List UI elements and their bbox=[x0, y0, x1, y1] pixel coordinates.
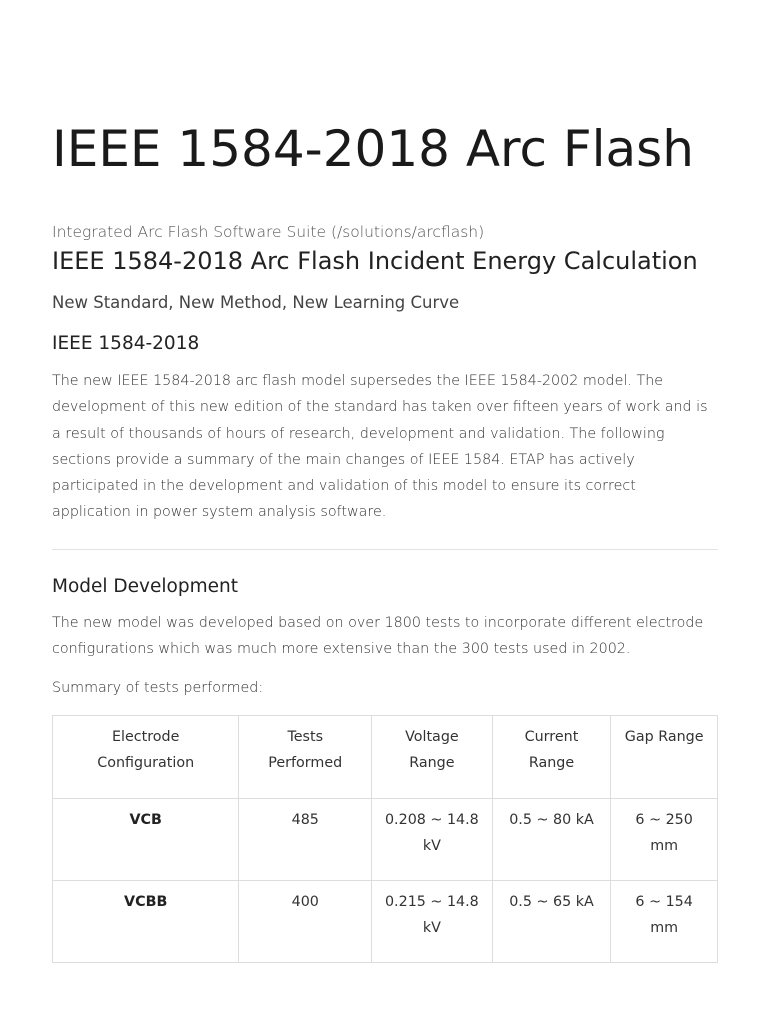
column-header-electrode: Electrode Configuration bbox=[53, 716, 239, 799]
article-subtitle: New Standard, New Method, New Learning Curve bbox=[52, 293, 460, 312]
section-divider bbox=[52, 549, 718, 550]
section-paragraph-ieee: The new IEEE 1584-2018 arc flash model supersedes the IEEE 1584-2002 model. The development of this new edition of the standard has taken over fifteen years of work and is a result of thousands of hours of research, development and validation. The following sections provide a summary of the main changes of IEEE 1584. ETAP has actively participated in the development and validation of this model to ensure its correct application in power system analysis software. bbox=[52, 373, 708, 521]
cell-current: 0.5 ~ 65 kA bbox=[492, 881, 611, 963]
cell-voltage: 0.208 ~ 14.8 kV bbox=[372, 799, 493, 881]
arcflash-suite-link[interactable]: Integrated Arc Flash Software Suite (/solutions/arcflash) bbox=[52, 223, 485, 241]
cell-electrode: VCBB bbox=[53, 881, 239, 963]
section-heading-ieee: IEEE 1584-2018 bbox=[52, 333, 200, 354]
article-heading: IEEE 1584-2018 Arc Flash Incident Energy Calculation bbox=[52, 247, 698, 275]
cell-electrode: VCB bbox=[53, 799, 239, 881]
column-header-current: Current Range bbox=[492, 716, 611, 799]
section-heading-model: Model Development bbox=[52, 575, 238, 597]
table-row bbox=[53, 881, 718, 963]
table-header-row bbox=[53, 716, 718, 799]
column-header-voltage: Voltage Range bbox=[372, 716, 493, 799]
summary-label: Summary of tests performed: bbox=[52, 680, 264, 697]
cell-voltage: 0.215 ~ 14.8 kV bbox=[372, 881, 493, 963]
table-row bbox=[53, 799, 718, 881]
cell-tests: 400 bbox=[239, 881, 372, 963]
tests-table bbox=[52, 715, 718, 963]
column-header-gap: Gap Range bbox=[611, 716, 718, 799]
cell-gap: 6 ~ 154 mm bbox=[611, 881, 718, 963]
cell-tests: 485 bbox=[239, 799, 372, 881]
cell-current: 0.5 ~ 80 kA bbox=[492, 799, 611, 881]
page-title: IEEE 1584-2018 Arc Flash bbox=[52, 120, 694, 178]
cell-gap: 6 ~ 250 mm bbox=[611, 799, 718, 881]
column-header-tests: Tests Performed bbox=[239, 716, 372, 799]
section-paragraph-model: The new model was developed based on over 1800 tests to incorporate different electrode configurations which was much more extensive than the 300 tests used in 2002. bbox=[52, 614, 704, 658]
